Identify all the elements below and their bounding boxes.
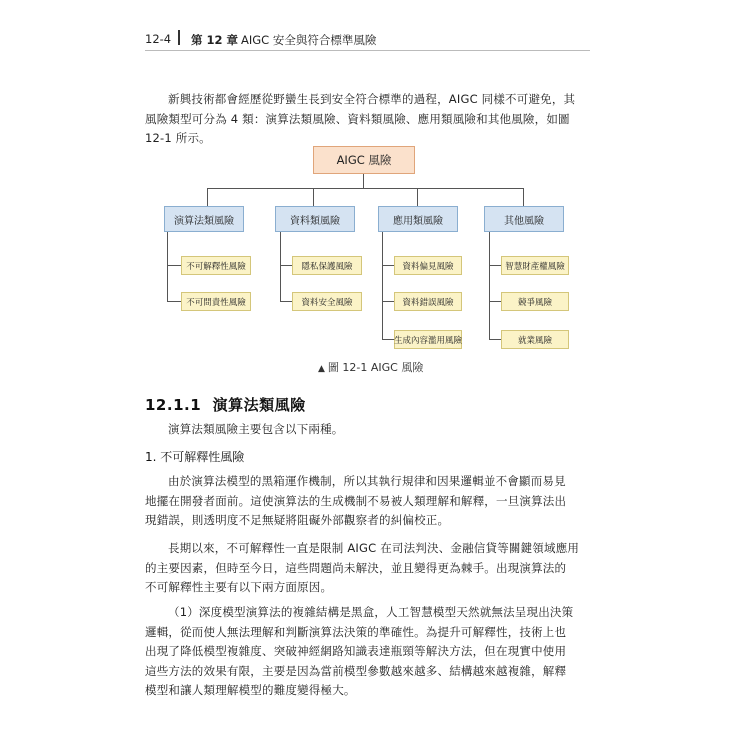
connector-line bbox=[382, 301, 394, 302]
connector-line bbox=[207, 188, 524, 189]
text-line: 邏輯，從而使人無法理解和判斷演算法決策的準確性。為提升可解釋性，技術上也 bbox=[145, 624, 567, 639]
category-other: 其他風險 bbox=[484, 206, 564, 232]
connector-line bbox=[382, 265, 394, 266]
diagram-root: AIGC 風險 bbox=[313, 146, 415, 174]
body-paragraph bbox=[145, 472, 590, 531]
text-line: 模型和讓人類理解模型的難度變得極大。 bbox=[145, 683, 356, 697]
page-number: 12-4 bbox=[145, 32, 172, 46]
body-paragraph bbox=[145, 539, 590, 598]
text-line: 出現了降低模型複雜度、突破神經網路知識表達瓶頸等解決方法，但在現實中使用 bbox=[145, 644, 567, 658]
leaf-uninterpretability: 不可解釋性風險 bbox=[181, 256, 251, 275]
section-number: 12.1.1 bbox=[145, 396, 202, 414]
leaf-privacy: 隱私保護風險 bbox=[292, 256, 362, 275]
text-line: 現錯誤，則透明度不足無疑將阻礙外部觀察者的糾偏校正。 bbox=[145, 513, 450, 527]
chapter-title: AIGC 安全與符合標準風險 bbox=[241, 33, 377, 47]
chapter-label: 第 12 章 bbox=[191, 33, 239, 47]
connector-line bbox=[489, 301, 501, 302]
connector-line bbox=[313, 188, 314, 206]
text-line: 不可解釋性主要有以下兩方面原因。 bbox=[145, 580, 333, 594]
section-intro bbox=[145, 420, 590, 440]
text-line: 演算法類風險主要包含以下兩種。 bbox=[168, 422, 344, 436]
text-line: 的主要因素，但時至今日，這些問題尚未解決，並且變得更為棘手。出現演算法的 bbox=[145, 560, 567, 575]
leaf-data-error: 資料錯誤風險 bbox=[394, 292, 462, 311]
section-title: 演算法類風險 bbox=[212, 396, 306, 414]
connector-line bbox=[167, 265, 181, 266]
connector-line bbox=[280, 232, 281, 302]
subsection-heading: 1. 不可解釋性風險 bbox=[145, 450, 245, 464]
connector-line bbox=[207, 188, 208, 206]
connector-line bbox=[167, 301, 181, 302]
text-line: 風險類型可分為 4 類：演算法類風險、資料類風險、應用類風險和其他風險，如圖 bbox=[145, 111, 570, 126]
connector-line bbox=[382, 232, 383, 340]
connector-line bbox=[489, 265, 501, 266]
category-data: 資料類風險 bbox=[275, 206, 355, 232]
page-header bbox=[145, 30, 590, 50]
leaf-data-security: 資料安全風險 bbox=[292, 292, 362, 311]
caption-text: 圖 12-1 AIGC 風險 bbox=[327, 361, 424, 374]
body-paragraph bbox=[145, 603, 590, 701]
text-line: 新興技術都會經歷從野蠻生長到安全符合標準的過程，AIGC 同樣不可避免，其 bbox=[168, 92, 576, 106]
text-line: 12-1 所示。 bbox=[145, 131, 211, 145]
connector-line bbox=[363, 174, 364, 188]
leaf-unaccountability: 不可問責性風險 bbox=[181, 292, 251, 311]
leaf-competition: 競爭風險 bbox=[501, 292, 569, 311]
text-line: 由於演算法模型的黑箱運作機制，所以其執行規律和因果邏輯並不會顯而易見 bbox=[168, 474, 566, 488]
header-rule bbox=[145, 50, 590, 51]
category-algorithm: 演算法類風險 bbox=[164, 206, 244, 232]
text-line: （1）深度模型演算法的複雜結構是黑盒，人工智慧模型天然就無法呈現出決策 bbox=[168, 605, 574, 619]
figure-caption bbox=[318, 359, 423, 375]
category-application: 應用類風險 bbox=[378, 206, 458, 232]
connector-line bbox=[382, 339, 394, 340]
leaf-content-abuse: 生成內容濫用風險 bbox=[394, 330, 462, 349]
text-line: 這些方法的效果有限，主要是因為當前模型參數越來越多、結構越來越複雜，解釋 bbox=[145, 663, 567, 678]
triangle-icon: ▲ bbox=[318, 364, 325, 374]
connector-line bbox=[280, 265, 292, 266]
connector-line bbox=[280, 301, 292, 302]
header-separator bbox=[178, 30, 180, 45]
connector-line bbox=[489, 232, 490, 340]
connector-line bbox=[523, 188, 524, 206]
section-heading bbox=[145, 394, 306, 415]
leaf-data-bias: 資料偏見風險 bbox=[394, 256, 462, 275]
leaf-ip: 智慧財產權風險 bbox=[501, 256, 569, 275]
connector-line bbox=[417, 188, 418, 206]
text-line: 長期以來，不可解釋性一直是限制 AIGC 在司法判決、金融信貸等關鍵領域應用 bbox=[168, 541, 580, 555]
leaf-employment: 就業風險 bbox=[501, 330, 569, 349]
intro-paragraph bbox=[145, 90, 590, 149]
connector-line bbox=[167, 232, 168, 302]
text-line: 地擺在開發者面前。這使演算法的生成機制不易被人類理解和解釋，一旦演算法出 bbox=[145, 493, 567, 508]
connector-line bbox=[489, 339, 501, 340]
